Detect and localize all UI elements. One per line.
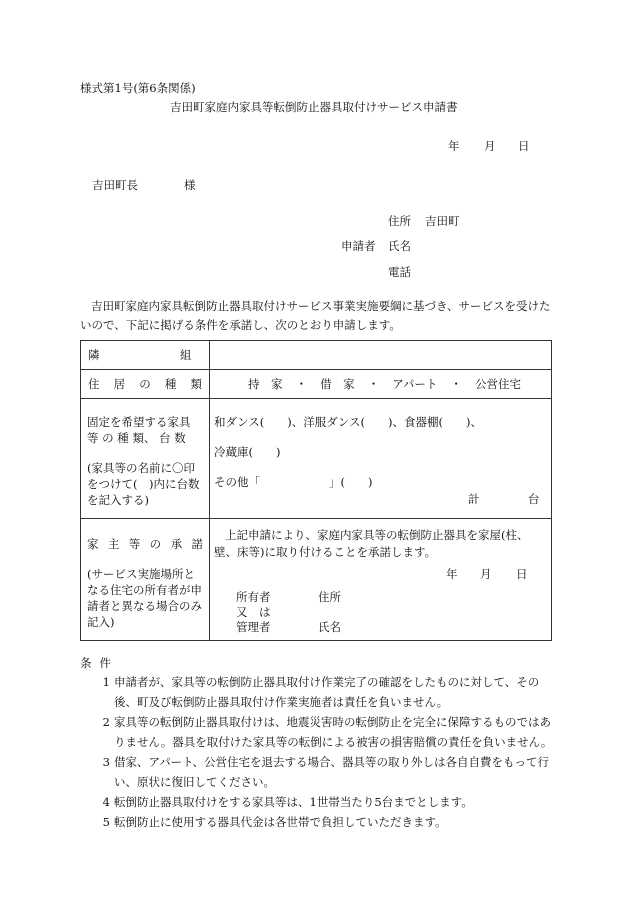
option-apartment[interactable]: アパート [392,377,438,391]
furniture-entry-cell[interactable] [210,399,552,519]
furniture-note-line2: をつけて( )内に台数 [87,477,200,491]
applicant-address-label: 住所 [388,214,411,228]
addressee-honorific: 様 [184,178,196,192]
intro-paragraph: 吉田町家庭内家具転倒防止器具取付けサービス事業実施要綱に基づき、サービスを受けたいので、下記に掲げる条件を承諾し、次のとおり申請します。 [80,299,551,332]
owner-note-line4: 記入) [87,615,115,629]
owner-consent-text: 上記申請により、家庭内家具等の転倒防止器具を家屋(柱、壁、床等)に取り付けることを承諾します。 [214,528,529,559]
owner-note-line2: なる住宅の所有者が申 [87,583,202,597]
date-year-label: 年 [448,139,460,153]
owner-name-label[interactable]: 氏名 [318,620,341,634]
condition-item [80,752,554,792]
owner-label: 所有者 [236,590,271,604]
applicant-address-value: 吉田町 [425,214,460,228]
condition-number: 2 [102,715,110,729]
condition-text: 借家、アパート、公営住宅を退去する場合、器具等の取り外しは各自自費をもって行い、原状に復旧してください。 [114,755,550,789]
addressee-name: 吉田町長 [92,178,138,192]
furniture-label-line1: 固定を希望する家具 [87,415,191,429]
condition-text: 転倒防止に使用する器具代金は各世帯で負担していただきます。 [114,815,447,829]
neighborhood-input-cell[interactable] [210,341,552,370]
condition-text: 転倒防止器具取付けをする家具等は、1世帯当たり5台までとします。 [114,795,473,809]
applicant-name-label: 氏名 [388,239,411,253]
option-public-housing[interactable]: 公営住宅 [474,377,521,391]
owner-address-label[interactable]: 住所 [318,590,341,604]
consent-date-month: 月 [480,567,492,581]
housing-type-label: 住 居 の 種 類 [88,377,202,391]
manager-label: 管理者 [236,620,271,634]
consent-date-year: 年 [446,567,458,581]
condition-text: 申請者が、家具等の転倒防止器具取付け作業完了の確認をしたものに対して、その後、町及び転倒防止器具取付け作業実施者は責任を負いません。 [114,675,540,709]
conditions-heading: 条件 [80,656,119,670]
or-label: 又 は [236,605,271,619]
condition-number: 4 [102,795,110,809]
furniture-entry-line3[interactable]: その他「 」( ) [214,475,373,489]
document-title: 吉田町家庭内家具等転倒防止器具取付けサービス申請書 [170,100,458,114]
furniture-label-line2: 等 の 種 類、 台 数 [87,431,186,445]
consent-date-day: 日 [516,567,528,581]
option-separator: ・ [367,377,380,391]
condition-item [80,672,554,712]
date-month-label: 月 [484,139,496,153]
owner-consent-label-cell [81,519,210,641]
furniture-entry-line1[interactable]: 和ダンス( )、洋服ダンス( )、食器棚( )、 [214,415,482,429]
furniture-total-label: 計 [468,492,480,506]
condition-item [80,792,554,812]
owner-consent-entry-cell [210,519,552,641]
furniture-entry-line2[interactable]: 冷蔵庫( ) [214,445,281,459]
owner-consent-label: 家 主 等 の 承 諾 [87,537,203,551]
condition-item [80,812,554,832]
owner-note-line3: 請者と異なる場合のみ [87,599,202,613]
condition-number: 1 [102,675,110,689]
furniture-note-line1: (家具等の名前に〇印 [87,461,195,475]
neighborhood-label: 隣 組 [88,348,192,362]
applicant-role-label: 申請者 [341,239,376,253]
date-day-label: 日 [518,139,530,153]
option-separator: ・ [295,377,308,391]
form-number: 様式第1号(第6条関係) [80,81,196,95]
option-own-house[interactable]: 持 家 [248,377,283,391]
owner-note-line1: (サービス実施場所と [87,567,195,581]
applicant-phone-label: 電話 [388,265,411,279]
housing-type-label-cell [81,370,210,399]
neighborhood-label-cell [81,341,210,370]
furniture-unit-label: 台 [528,492,540,506]
condition-item [80,712,554,752]
furniture-note-line3: を記入する) [87,493,149,507]
condition-text: 家具等の転倒防止器具取付けは、地震災害時の転倒防止を完全に保障するものではありません。器具を取付けた家具等の転倒による被害の損害賠償の責任を負いません。 [114,715,553,749]
furniture-label-cell [81,399,210,519]
option-separator: ・ [450,377,462,391]
option-rented-house[interactable]: 借 家 [320,377,355,391]
condition-number: 5 [102,815,110,829]
housing-type-options-cell [210,370,552,399]
application-table [80,340,552,641]
condition-number: 3 [102,755,110,769]
